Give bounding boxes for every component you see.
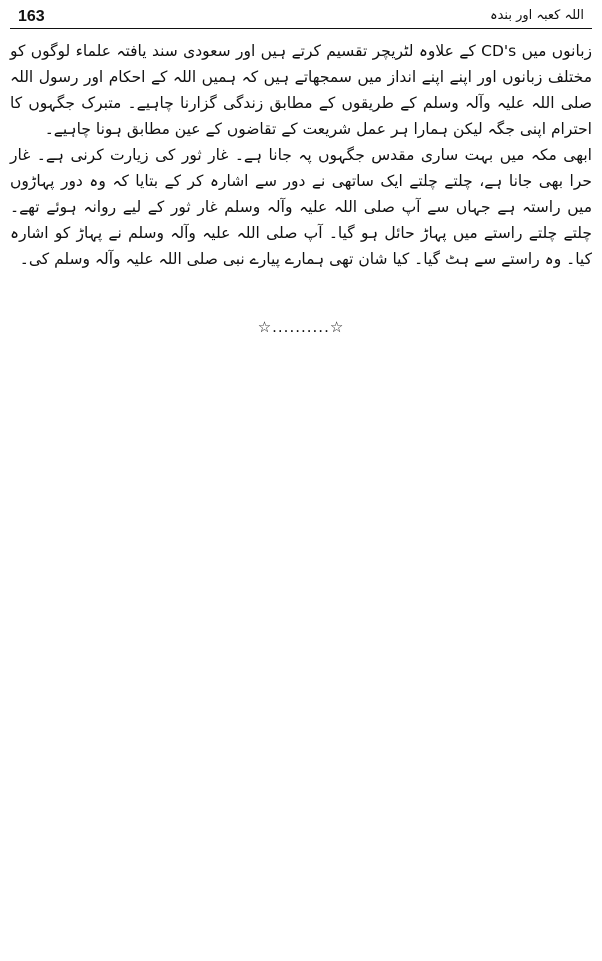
page-number: 163 [18,8,45,25]
paragraph: زبانوں میں CD's کے علاوہ لٹریچر تقسیم کرتے ہیں اور سعودی سند یافتہ علماء لوگوں کو مختلف زبانوں اور اپنے اپنے انداز میں سمجھاتے ہیں کہ ہمیں اللہ کے احکام اور رسول اللہ صلی اللہ علیہ وآلہ وسلم کے طریقوں کے مطابق زندگی گزارنا چاہیے۔ متبرک جگہوں کا احترام اپنی جگہ لیکن ہمارا ہر عمل شریعت کے تقاضوں کے عین مطابق ہونا چاہیے۔ [10,42,592,138]
paragraph: ابھی مکہ میں بہت ساری مقدس جگہوں پہ جانا ہے۔ غار ثور کی زیارت کرنی ہے۔ غار حرا بھی جانا ہے، چلتے چلتے ایک ساتھی نے دور سے اشارہ کر کے بتایا کہ وہ دور پہاڑوں میں راستہ ہے جہاں سے آپ صلی اللہ علیہ وآلہ وسلم غار ثور کے لیے روانہ ہوئے تھے۔ چلتے چلتے راستے میں پہاڑ حائل ہو گیا۔ آپ صلی اللہ علیہ وآلہ وسلم نے پہاڑ کو اشارہ کیا۔ وہ راستے سے ہٹ گیا۔ کیا شان تھی ہمارے پیارے نبی صلی اللہ علیہ وآلہ وسلم کی۔ [10,146,592,268]
section-separator: ☆..........☆ [257,318,345,336]
header-rule [10,28,592,29]
body-text [10,38,592,272]
page-header [10,6,592,30]
running-title: اللہ کعبہ اور بندہ [489,8,584,23]
